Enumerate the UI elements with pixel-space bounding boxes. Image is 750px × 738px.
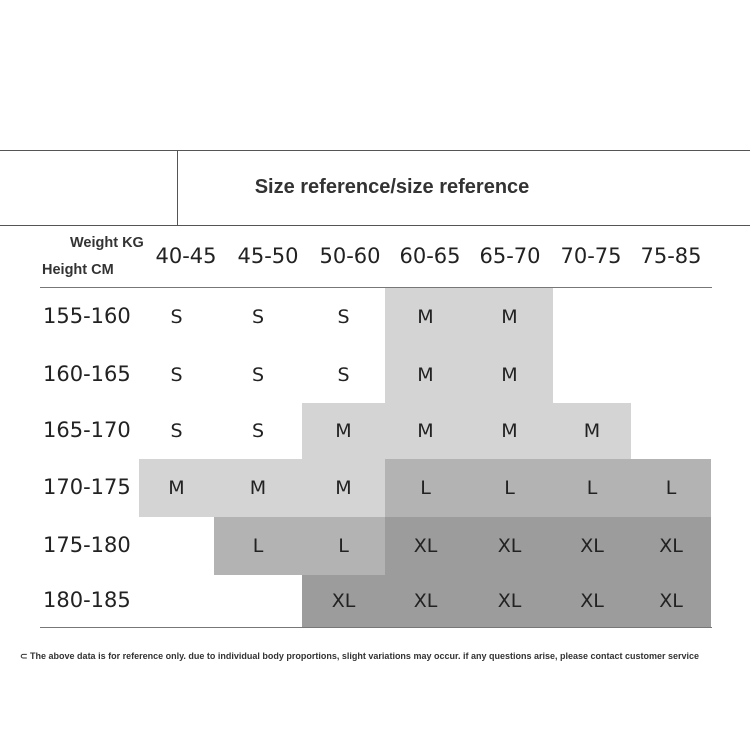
size-cell: S: [337, 364, 350, 386]
size-cell: M: [214, 459, 302, 517]
size-cell: S: [170, 364, 183, 386]
size-cell: XL: [385, 575, 466, 627]
size-cell: M: [553, 403, 631, 459]
header-bottom-rule: [0, 225, 750, 226]
header-top-rule: [0, 150, 750, 151]
height-row-header: 155-160: [43, 304, 131, 328]
size-cell: L: [214, 517, 302, 575]
size-cell: XL: [631, 575, 711, 627]
size-cell: M: [385, 287, 466, 347]
weight-column-header: 45-50: [237, 244, 299, 268]
weight-column-header: 50-60: [319, 244, 381, 268]
size-cell: L: [553, 459, 631, 517]
table-bottom-rule: [40, 627, 712, 628]
table-header-rule: [40, 287, 712, 288]
height-row-header: 170-175: [43, 475, 131, 499]
size-cell: S: [170, 420, 183, 442]
page-title: Size reference/size reference: [254, 176, 530, 198]
size-cell: L: [302, 517, 385, 575]
weight-column-header: 60-65: [399, 244, 461, 268]
size-cell: S: [337, 306, 350, 328]
weight-column-header: 70-75: [560, 244, 622, 268]
size-cell: M: [302, 403, 385, 459]
size-cell: M: [385, 347, 466, 403]
weight-column-header: 75-85: [640, 244, 702, 268]
height-row-header: 160-165: [43, 362, 131, 386]
size-cell: XL: [466, 575, 553, 627]
footnote-mark: ⊂: [20, 651, 31, 661]
weight-column-header: 40-45: [155, 244, 217, 268]
footnote: [20, 651, 699, 662]
footnote-text: The above data is for reference only. due to individual body proportions, slight variations may occur. if any questions arise, please contact customer service: [30, 651, 700, 661]
size-cell: M: [302, 459, 385, 517]
size-cell: L: [631, 459, 711, 517]
size-cell: XL: [466, 517, 553, 575]
size-cell: M: [139, 459, 214, 517]
size-cell: M: [466, 403, 553, 459]
size-cell: M: [385, 403, 466, 459]
size-cell: S: [170, 306, 183, 328]
size-cell: XL: [631, 517, 711, 575]
size-cell: S: [251, 364, 265, 386]
weight-column-header: 65-70: [479, 244, 541, 268]
size-cell: L: [385, 459, 466, 517]
size-cell: L: [466, 459, 553, 517]
size-cell: XL: [553, 575, 631, 627]
size-cell: M: [466, 287, 553, 347]
height-row-header: 165-170: [43, 418, 131, 442]
size-cell: S: [251, 306, 265, 328]
size-cell: M: [466, 347, 553, 403]
height-axis-label: Height CM: [42, 262, 114, 278]
size-cell: XL: [385, 517, 466, 575]
size-cell: XL: [302, 575, 385, 627]
size-cell: XL: [553, 517, 631, 575]
height-row-header: 180-185: [43, 588, 131, 612]
size-cell: S: [251, 420, 265, 442]
height-row-header: 175-180: [43, 533, 131, 557]
weight-axis-label: Weight KG: [70, 235, 144, 251]
